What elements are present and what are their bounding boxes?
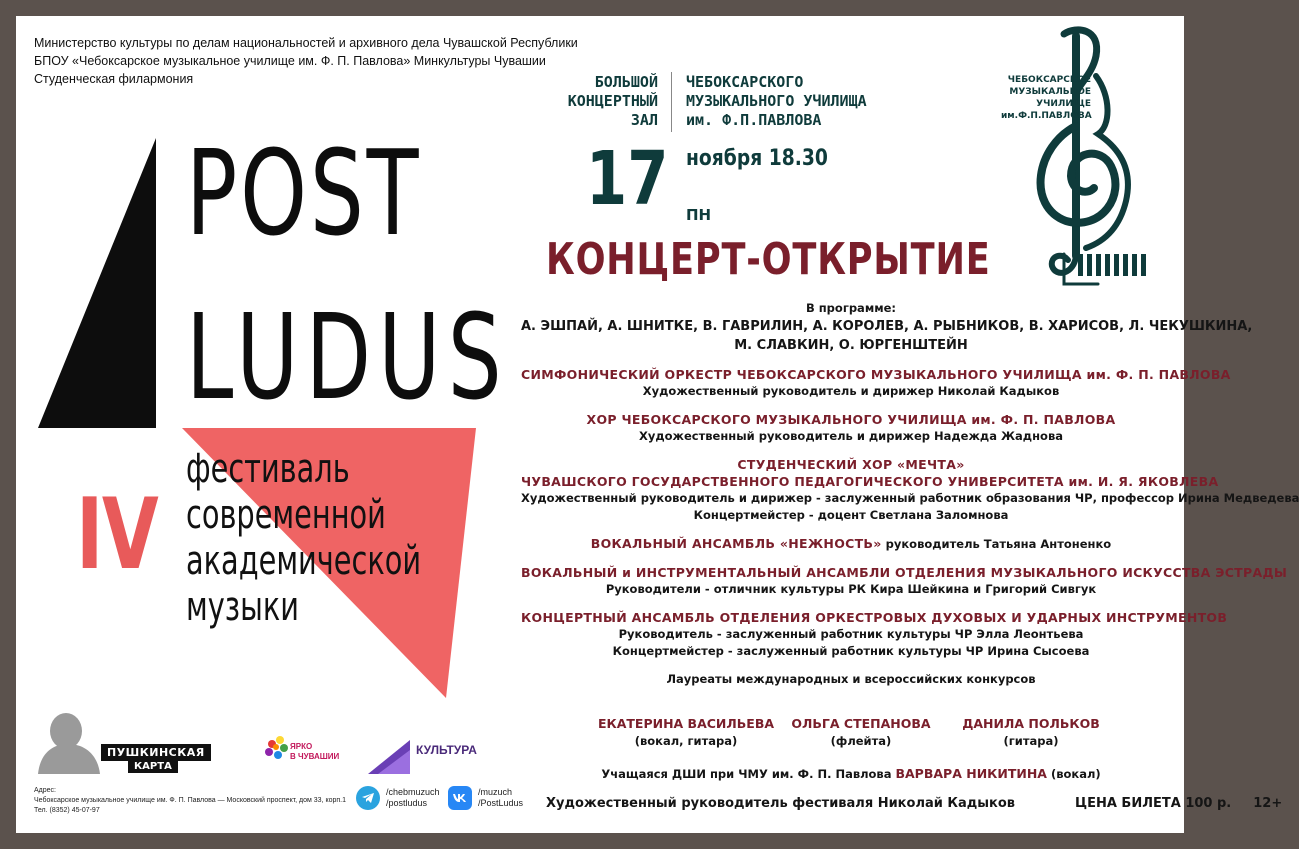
ensemble-name: ВОКАЛЬНЫЙ и ИНСТРУМЕНТАЛЬНЫЙ АНСАМБЛИ ОТДЕЛЕНИЯ МУЗЫКАЛЬНОГО ИСКУССТВА ЭСТРАДЫ [521,565,1288,580]
pupil-text: Учащаяся ДШИ при ЧМУ им. Ф. П. Павлова [601,767,892,781]
school-logo-text [1001,74,1091,122]
composers: А. ЭШПАЙ, А. ШНИТКЕ, В. ГАВРИЛИН, А. КОРОЛЕВ, А. РЫБНИКОВ, В. ХАРИСОВ, Л. ЧЕКУШКИНА, [521,319,1253,334]
ensemble-row [521,535,1181,553]
venue-line: КОНЦЕРТНЫЙ [567,92,658,110]
subtitle-line: современной [186,492,386,538]
ensemble-name: СИМФОНИЧЕСКИЙ ОРКЕСТР ЧЕБОКСАРСКОГО МУЗЫКАЛЬНОГО УЧИЛИЩА им. Ф. П. ПАВЛОВА [521,367,1231,382]
venue-line: ЧЕБОКСАРСКОГО [686,73,804,91]
telegram-link[interactable] [356,786,440,810]
header-line: Студенческая филармония [34,72,194,86]
ensemble-leader: Художественный руководитель и дирижер Николай Кадыков [642,384,1060,398]
venue-line: МУЗЫКАЛЬНОГО УЧИЛИЩА [686,92,867,110]
composers: М. СЛАВКИН, О. ЮРГЕНШТЕЙН [734,338,968,353]
program-heading: В программе: [805,301,897,315]
venue-hall [542,73,658,130]
vk-handles[interactable] [478,787,523,809]
poster [16,16,1299,833]
yarko-line: ЯРКО [290,742,313,751]
national-project-icon [368,740,410,774]
telegram-handles[interactable] [386,787,440,809]
ticket-price: ЦЕНА БИЛЕТА 100 р. [1075,796,1232,811]
venue-line: БОЛЬШОЙ [594,73,658,91]
ensemble-name: ЧУВАШСКОГО ГОСУДАРСТВЕННОГО ПЕДАГОГИЧЕСКОГО УНИВЕРСИТЕТА им. И. Я. ЯКОВЛЕВА [521,474,1219,489]
event-day: 17 [586,136,669,222]
address-label: Адрес: [34,787,56,794]
subtitle-line: академической [186,538,422,584]
laureate-instrument: (вокал, гитара) [634,734,738,748]
event-weekday: ПН [686,206,712,224]
header-line: БПОУ «Чебоксарское музыкальное училище им. Ф. П. Павлова» Минкультуры Чувашии [34,54,546,68]
ensemble-leader: Концертмейстер - заслуженный работник культуры ЧР Ирина Сысоева [612,644,1090,658]
pushkin-portrait-icon [38,713,100,774]
laureate [941,716,1121,748]
ensemble-name: ВОКАЛЬНЫЙ АНСАМБЛЬ «НЕЖНОСТЬ» [590,536,882,551]
pushkin-card-label: ПУШКИНСКАЯ [101,744,211,761]
ensemble-leader: Руководитель - заслуженный работник культуры ЧР Элла Леонтьева [618,627,1084,641]
event-month-time: ноября 18.30 [686,146,828,171]
yarko-line: В ЧУВАШИИ [290,752,340,761]
logo-line: МУЗЫКАЛЬНОЕ [1009,87,1091,97]
festival-number: IV [76,478,158,592]
laureate-name: ЕКАТЕРИНА ВАСИЛЬЕВА [597,716,775,731]
ensemble-name: СТУДЕНЧЕСКИЙ ХОР «МЕЧТА» [737,457,965,472]
subtitle-line: музыки [186,584,299,630]
laureates-heading: Лауреаты международных и всероссийских конкурсов [666,672,1036,686]
ensemble-leader: руководитель Татьяна Антоненко [885,537,1112,551]
pushkin-card-label: КАРТА [128,760,178,773]
logo-post: POST [186,124,422,262]
divider [671,72,672,132]
ensemble-name: КОНЦЕРТНЫЙ АНСАМБЛЬ ОТДЕЛЕНИЯ ОРКЕСТРОВЫХ ДУХОВЫХ И УДАРНЫХ ИНСТРУМЕНТОВ [521,610,1228,625]
logo-line: УЧИЛИЩЕ [1036,99,1091,109]
program [521,300,1299,688]
ensemble-name: ХОР ЧЕБОКСАРСКОГО МУЗЫКАЛЬНОГО УЧИЛИЩА им. Ф. П. ПАВЛОВА [586,412,1116,427]
footer [546,796,1282,811]
telegram-handle[interactable]: /chebmuzuch [386,787,440,797]
venue-line: ЗАЛ [630,111,658,129]
laureate-name: ДАНИЛА ПОЛЬКОВ [962,716,1100,731]
subtitle-line: фестиваль [186,446,350,492]
address-text: Чебоксарское музыкальное училище им. Ф. П. Павлова — Московский проспект, дом 33, корп.1 [34,797,347,804]
concert-title: КОНЦЕРТ-ОТКРЫТИЕ [546,234,991,285]
piano-keys-icon [1078,254,1146,276]
venue-line: им. Ф.П.ПАВЛОВА [686,111,822,129]
address [34,786,346,816]
logo-line: им.Ф.П.ПАВЛОВА [1001,111,1092,121]
laureate-instrument: (гитара) [1003,734,1059,748]
yarko-logo [290,742,339,762]
venue-school [686,73,867,130]
vk-icon[interactable] [448,786,472,810]
telegram-handle[interactable]: /postludus [386,798,428,808]
age-rating: 12+ [1253,796,1283,811]
laureate [596,716,776,748]
telegram-icon[interactable] [356,786,380,810]
black-triangle [38,138,156,428]
school-logo-icon [1041,30,1128,284]
vk-handle[interactable]: /PostLudus [478,798,524,808]
festival-subtitle [186,446,486,630]
festival-director: Художественный руководитель фестиваля Николай Кадыков [546,796,1016,811]
phone: Тел. (8352) 45-07-97 [34,807,100,814]
logo-ludus: LUDUS [186,288,509,426]
laureate-name: ОЛЬГА СТЕПАНОВА [791,716,931,731]
pupil-name: ВАРВАРА НИКИТИНА [895,766,1047,781]
vk-link[interactable] [448,786,523,810]
header-line: Министерство культуры по делам национальностей и архивного дела Чувашской Республики [34,36,578,50]
ensemble-leader: Концертмейстер - доцент Светлана Заломнова [693,508,1009,522]
laureate [771,716,951,748]
logo-line: ЧЕБОКСАРСКОЕ [1007,75,1091,85]
pupil-line [521,765,1181,783]
laureate-instrument: (флейта) [830,734,892,748]
ensemble-leader: Художественный руководитель и дирижер Надежда Жаднова [639,429,1063,443]
kultura-logo: КУЛЬТУРА [416,743,477,757]
vk-handle[interactable]: /muzuch [478,787,513,797]
yarko-flower-icon [265,736,288,759]
pupil-instrument: (вокал) [1050,767,1101,781]
ensemble-leader: Художественный руководитель и дирижер - заслуженный работник образования ЧР, профессор Ирина Медведева [521,491,1299,505]
ensemble-leader: Руководители - отличник культуры РК Кира Шейкина и Григорий Сивгук [605,582,1097,596]
